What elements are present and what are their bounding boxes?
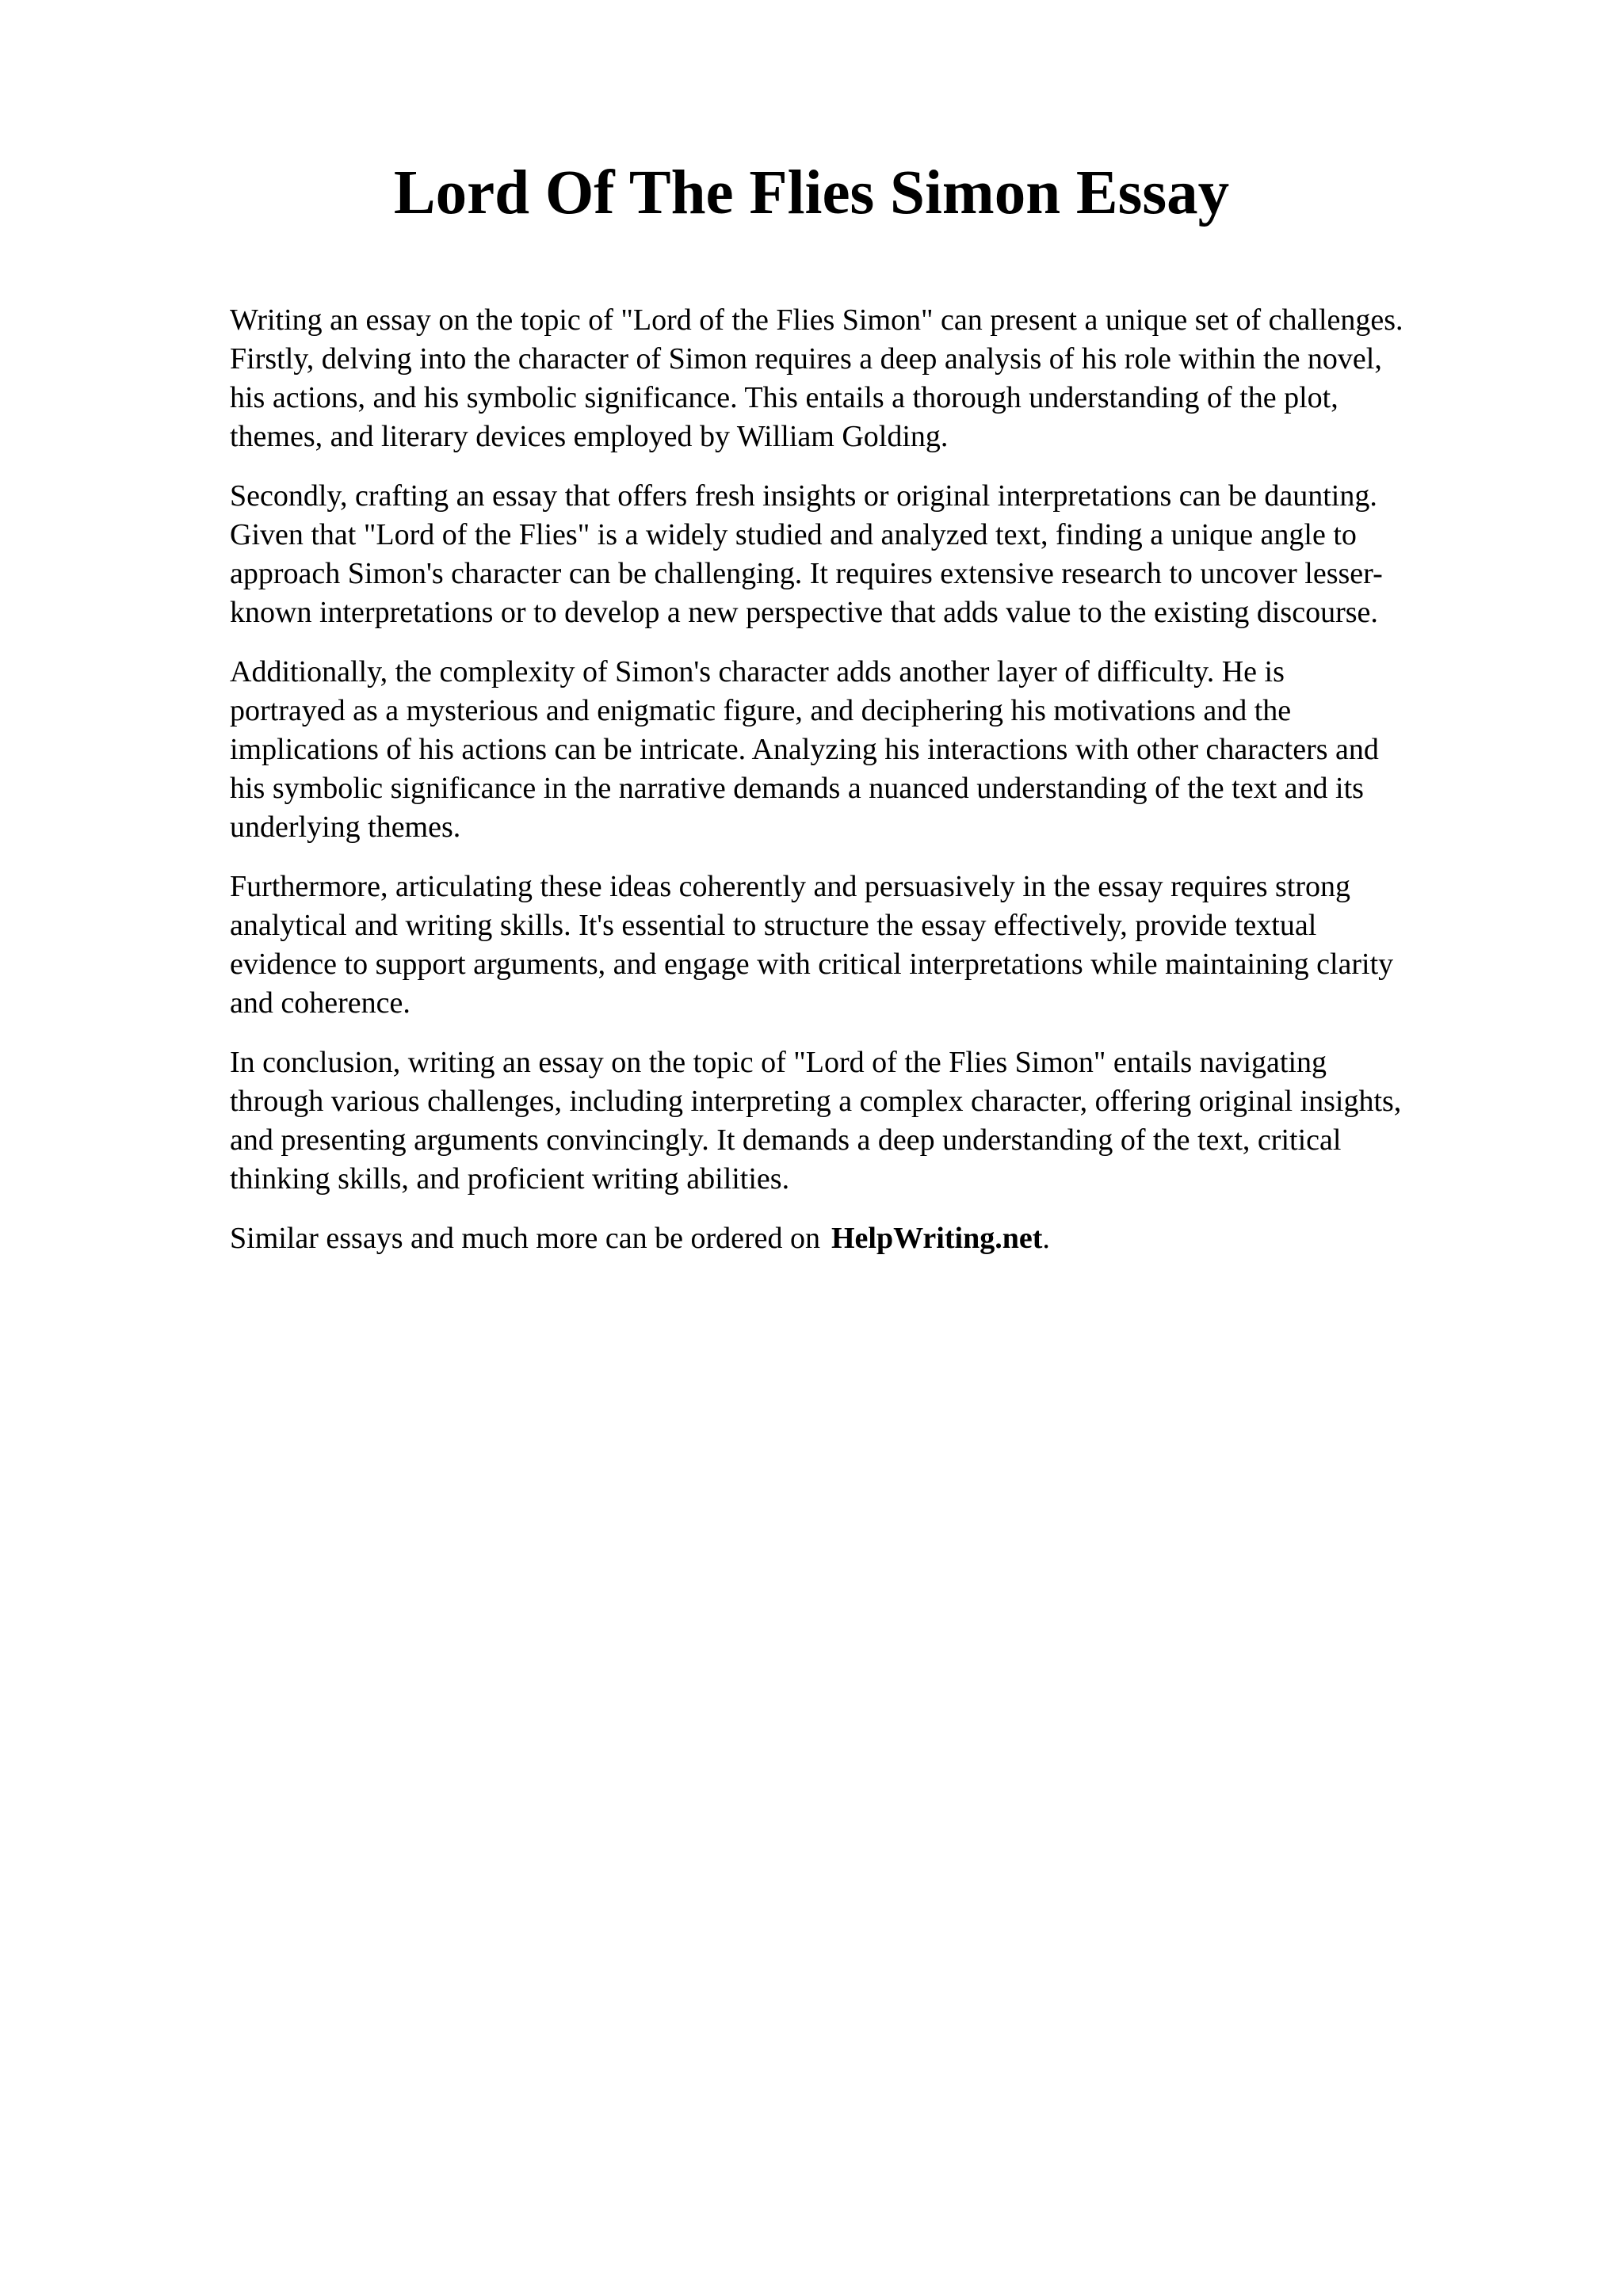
paragraph-line: Given that "Lord of the Flies" is a widely studied and analyzed text, finding a unique angle to [230,518,1357,551]
paragraph-line: his symbolic significance in the narrative demands a nuanced understanding of the text and its [230,772,1364,805]
paragraph-line: approach Simon's character can be challenging. It requires extensive research to uncover lesser- [230,557,1383,590]
order-note-text: Similar essays and much more can be ordered on [230,1222,820,1255]
paragraph-line: portrayed as a mysterious and enigmatic figure, and deciphering his motivations and the [230,694,1292,727]
paragraph-line: Writing an essay on the topic of "Lord of the Flies Simon" can present a unique set of challenges. [230,303,1403,337]
helpwriting-link[interactable]: HelpWriting.net [831,1222,1043,1255]
order-note-period: . [1042,1222,1050,1255]
paragraph-line: analytical and writing skills. It's essential to structure the essay effectively, provide textual [230,909,1317,942]
paragraph-line: thinking skills, and proficient writing abilities. [230,1162,790,1196]
paragraph-2 [230,477,1514,632]
paragraph-line: his actions, and his symbolic significance. This entails a thorough understanding of the plot, [230,381,1338,414]
paragraph-line: Furthermore, articulating these ideas coherently and persuasively in the essay requires strong [230,870,1350,903]
paragraph-line: Secondly, crafting an essay that offers fresh insights or original interpretations can be daunting. [230,479,1377,513]
paragraph-line: Additionally, the complexity of Simon's character adds another layer of difficulty. He is [230,655,1285,688]
paragraph-4 [230,868,1514,1023]
paragraph-3 [230,653,1514,847]
paragraph-line: implications of his actions can be intricate. Analyzing his interactions with other characters and [230,733,1379,766]
paragraph-line: and presenting arguments convincingly. It demands a deep understanding of the text, critical [230,1123,1342,1157]
paragraph-line: Firstly, delving into the character of Simon requires a deep analysis of his role within the novel, [230,342,1382,376]
paragraph-line: through various challenges, including interpreting a complex character, offering original insights, [230,1085,1402,1118]
order-note [230,1219,1514,1258]
essay-body [230,301,1514,1258]
paragraph-line: and coherence. [230,986,411,1020]
paragraph-5 [230,1043,1514,1199]
paragraph-line: known interpretations or to develop a new perspective that adds value to the existing discourse. [230,596,1378,629]
paragraph-line: evidence to support arguments, and engage with critical interpretations while maintaining clarity [230,948,1394,981]
paragraph-line: underlying themes. [230,810,461,844]
page-title: Lord Of The Flies Simon Essay [393,158,1230,227]
paragraph-line: themes, and literary devices employed by William Golding. [230,420,949,453]
paragraph-1 [230,301,1514,456]
paragraph-line: In conclusion, writing an essay on the topic of "Lord of the Flies Simon" entails navigating [230,1046,1327,1079]
